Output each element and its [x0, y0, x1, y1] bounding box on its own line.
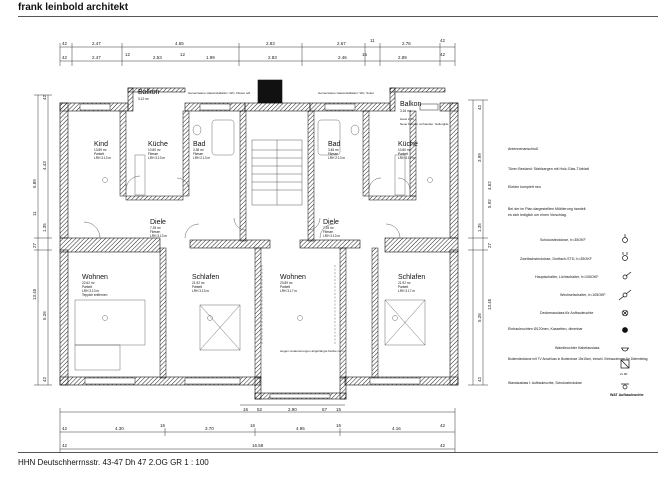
legend-item-4: Deckenauslass für Aufbauleuchte	[540, 311, 594, 315]
dim-top2-3: 2.53	[153, 55, 162, 60]
room-schlafen-left-lrh: LRH 3.13 m	[192, 289, 210, 293]
room-kind-lrh: LRH 3.13 m	[94, 156, 112, 160]
dim-top2-6: 2.83	[268, 55, 277, 60]
dim-left-8: 42	[42, 376, 47, 382]
dim-bottom2-5: 4.95	[296, 426, 305, 431]
room-wohnen-left: Wohnen	[82, 274, 108, 281]
floor-socket-icon	[621, 360, 629, 368]
dim-right-0: 42	[477, 104, 482, 110]
room-schlafen-left-floor: Parkett	[192, 285, 203, 289]
dim-top2-9: 2.89	[398, 55, 407, 60]
legend-symbols	[619, 234, 631, 389]
room-kueche-right-lrh: LRH 3.17 m	[398, 156, 416, 160]
legend-intro-1: Türen Bestand: Stahlzargen mit Holz-Glas-Türblatt	[508, 167, 589, 171]
dim-top1-2: 4.65	[175, 41, 184, 46]
room-bad-left-floor: Fliesen	[193, 152, 204, 156]
dim-top2-1: 2.47	[92, 55, 101, 60]
footer-caption: HHN Deutschherrnsstr. 43-47 Dh 47 2.OG GR 1 : 100	[18, 458, 209, 467]
room-kueche-left-area: 10.80 m²	[148, 148, 161, 152]
downlight-icon	[623, 328, 628, 333]
room-schlafen-left-area: 21.92 m²	[192, 281, 205, 285]
ceiling-outlet-icon	[622, 310, 628, 316]
dim-top2-0: 42	[62, 55, 68, 60]
legend-intro-2: Elektro komplett neu	[508, 185, 541, 189]
page-title: frank leinbold architekt	[18, 2, 129, 13]
dim-bottom2-7: 4.16	[392, 426, 401, 431]
note-schacht: Haus 2.74	[400, 117, 414, 121]
legend-item-0: Schukosteckdose, h=35OKF	[540, 238, 586, 242]
wall-outlet-icon	[621, 384, 629, 389]
dim-right-2: 4.62	[487, 181, 492, 190]
room-diele-left-floor: Fliesen	[150, 230, 161, 234]
legend-item-2: Hauptschalter, Lichtschalter, h=105OKF	[535, 275, 599, 279]
room-diele-left-lrh: LRH 3.13 m	[150, 234, 168, 238]
dim-bottom2-3: 3.70	[205, 426, 214, 431]
room-bad-left-lrh: LRH 2.13 m	[193, 156, 211, 160]
dim-left-6: 5.26	[42, 311, 47, 320]
room-wohnen-left-lrh: LRH 3.13 m	[82, 289, 100, 293]
dim-chain-right	[468, 100, 488, 385]
legend-para-0: Bei der im Plan dargestellten Möblierung handelt	[508, 207, 586, 211]
dim-bottom2-2: 16	[160, 423, 166, 428]
dim-bottom2-1: 4.30	[115, 426, 124, 431]
dim-bottom2-8: 42	[440, 423, 446, 428]
stair-core	[252, 140, 302, 205]
dim-bottom3-1: 16.58	[252, 443, 264, 448]
room-balkon-left-area: 3.12 m²	[138, 97, 149, 101]
dim-left-5: 27	[32, 242, 37, 248]
room-schlafen-right: Schlafen	[398, 274, 426, 281]
room-bad-left: Bad	[193, 141, 206, 148]
dim-left-2: 5.89	[32, 179, 37, 188]
legend-item-1: Zweifachsteckdose, Dreifach-STD, h=35OKF	[520, 257, 592, 261]
dim-top1-3: 2.83	[266, 41, 275, 46]
room-diele-left: Diele	[150, 219, 166, 226]
dim-bottom2-4: 16	[250, 423, 256, 428]
legend-para-1: es sich lediglich um einen Vorschlag.	[508, 213, 567, 217]
room-wohnen-left-area: 22.62 m²	[82, 281, 95, 285]
room-kueche-right-floor: Parkett	[398, 152, 409, 156]
room-schlafen-right-lrh: LRH 3.17 m	[398, 289, 416, 293]
dim-bottom1-4: 15	[336, 407, 342, 412]
switch-icon	[623, 272, 631, 279]
dim-right-3: 27	[487, 242, 492, 248]
room-diele-right-area: 7.25 m²	[323, 226, 334, 230]
legend-intro-0: Antennenanschluß	[508, 147, 538, 151]
dim-bottom3-0: 42	[62, 443, 68, 448]
legend-item-8: Wandauslass f. Aufbauleuchte, Schukosteckdose	[508, 381, 582, 385]
room-wohnen-right-lrh: LRH 3.17 m	[280, 289, 298, 293]
dim-right-7: 5.26	[477, 313, 482, 322]
dim-top2-2: 12	[125, 52, 131, 57]
room-bad-right: Bad	[328, 141, 341, 148]
dim-bottom1-2: 2.90	[288, 407, 297, 412]
legend	[508, 147, 648, 397]
room-wohnen-right-floor: Parkett	[280, 285, 291, 289]
room-diele-right-lrh: LRH 3.13 m	[323, 234, 341, 238]
note-window: Neue Fenster vorhanden: Isolierglas	[400, 122, 449, 126]
room-wohnen-left-note: Teppich entfernen	[82, 293, 108, 297]
room-bad-right-floor: Fliesen	[328, 152, 339, 156]
room-balkon-right: Balkon	[400, 101, 422, 108]
legend-item-7: Bodensteckdose mit TV Anschluss in Bodendose 15x15cm, einschl. Einbaurahmen für Dielenbelag	[508, 357, 648, 361]
room-kueche-left: Küche	[148, 141, 168, 148]
note-bay: wegen restaurierungen abgehängte Decke ca. m	[280, 349, 345, 353]
dim-bottom1-3: 67	[322, 407, 328, 412]
room-diele-right-floor: Fliesen	[323, 230, 334, 234]
dim-top2-5: 1.99	[206, 55, 215, 60]
dim-bottom3-2: 42	[440, 443, 446, 448]
dim-bottom1-0: 16	[243, 407, 249, 412]
room-kind-area: 13.89 m²	[94, 148, 107, 152]
room-kueche-left-lrh: LRH 3.13 m	[148, 156, 166, 160]
room-kueche-right-area: 10.80 m²	[398, 148, 411, 152]
room-bad-left-area: 3.38 m²	[193, 148, 204, 152]
room-schlafen-right-floor: Parkett	[398, 285, 409, 289]
double-socket-icon	[623, 252, 628, 261]
dim-right-6: 42	[477, 376, 482, 382]
room-schlafen-left: Schlafen	[192, 274, 220, 281]
dim-top2-8: 16	[362, 52, 368, 57]
dim-top1-1: 2.47	[92, 41, 101, 46]
dim-right-5: 5.92	[487, 199, 492, 208]
room-balkon-left: Balkon	[138, 89, 160, 96]
dim-left-0: 42	[42, 94, 47, 100]
dim-left-7: 13.45	[32, 288, 37, 300]
room-balkon-right-area: 3.16 m²	[400, 109, 411, 113]
dim-left-4: 11	[32, 211, 37, 216]
dim-bottom2-0: 42	[62, 426, 68, 431]
dim-right-8: 13.45	[487, 298, 492, 310]
socket-icon	[623, 234, 628, 243]
legend-item-3: Wechselschalter, h=105OKF	[560, 293, 606, 297]
dim-top1-0: 42	[62, 41, 68, 46]
dim-top1-5: 11	[370, 38, 375, 43]
legend-count: 2x 80	[620, 372, 628, 376]
note-drain-right: Gemeinsame Hausinstallation: WC, Soker	[318, 91, 375, 95]
wall-light-icon	[621, 348, 629, 351]
dim-top2-4: 12	[180, 52, 186, 57]
room-diele-right: Diele	[323, 219, 339, 226]
legend-item-6: Wandleuchter Kabelauslass	[555, 346, 600, 350]
room-kind-floor: Parkett	[94, 152, 105, 156]
doors	[84, 176, 410, 238]
room-wohnen-right-area: 23.89 m²	[280, 281, 293, 285]
room-kueche-left-floor: Fliesen	[148, 152, 159, 156]
dim-bottom2-6: 16	[336, 423, 342, 428]
dim-top1-4: 2.67	[337, 41, 346, 46]
legend-wat: WAT Aufbauleuchte	[610, 393, 644, 397]
plan-notes	[188, 91, 449, 353]
room-kind: Kind	[94, 141, 109, 148]
room-wohnen-right: Wohnen	[280, 274, 306, 281]
dim-bottom1-1: 52	[257, 407, 263, 412]
dim-left-1: 4.43	[42, 161, 47, 170]
dim-top1-6: 2.76	[402, 41, 411, 46]
room-bad-right-lrh: LRH 2.13 m	[328, 156, 346, 160]
dim-chain-left	[34, 95, 52, 385]
room-schlafen-right-area: 21.92 m²	[398, 281, 411, 285]
room-wohnen-left-floor: Parkett	[82, 285, 93, 289]
note-drain-left: Gemeinsame Hausinstallation: WC, Flieser a/d	[188, 91, 251, 95]
dim-right-1: 3.99	[477, 153, 482, 162]
legend-item-5: Einbauleuchten Ø120mm, Kassetteo, dimmbar	[508, 327, 583, 331]
dim-left-3: 1.35	[42, 223, 47, 232]
dim-right-4: 1.35	[477, 223, 482, 232]
dim-top2-7: 2.46	[338, 55, 347, 60]
dim-top2-10: 42	[440, 52, 446, 57]
room-kueche-right: Küche	[398, 141, 418, 148]
two-way-switch-icon	[619, 290, 631, 300]
room-bad-right-area: 3.45 m²	[328, 148, 339, 152]
dim-top1-7: 42	[440, 38, 446, 43]
dim-chain-top	[60, 43, 455, 66]
room-diele-left-area: 7.25 m²	[150, 226, 161, 230]
